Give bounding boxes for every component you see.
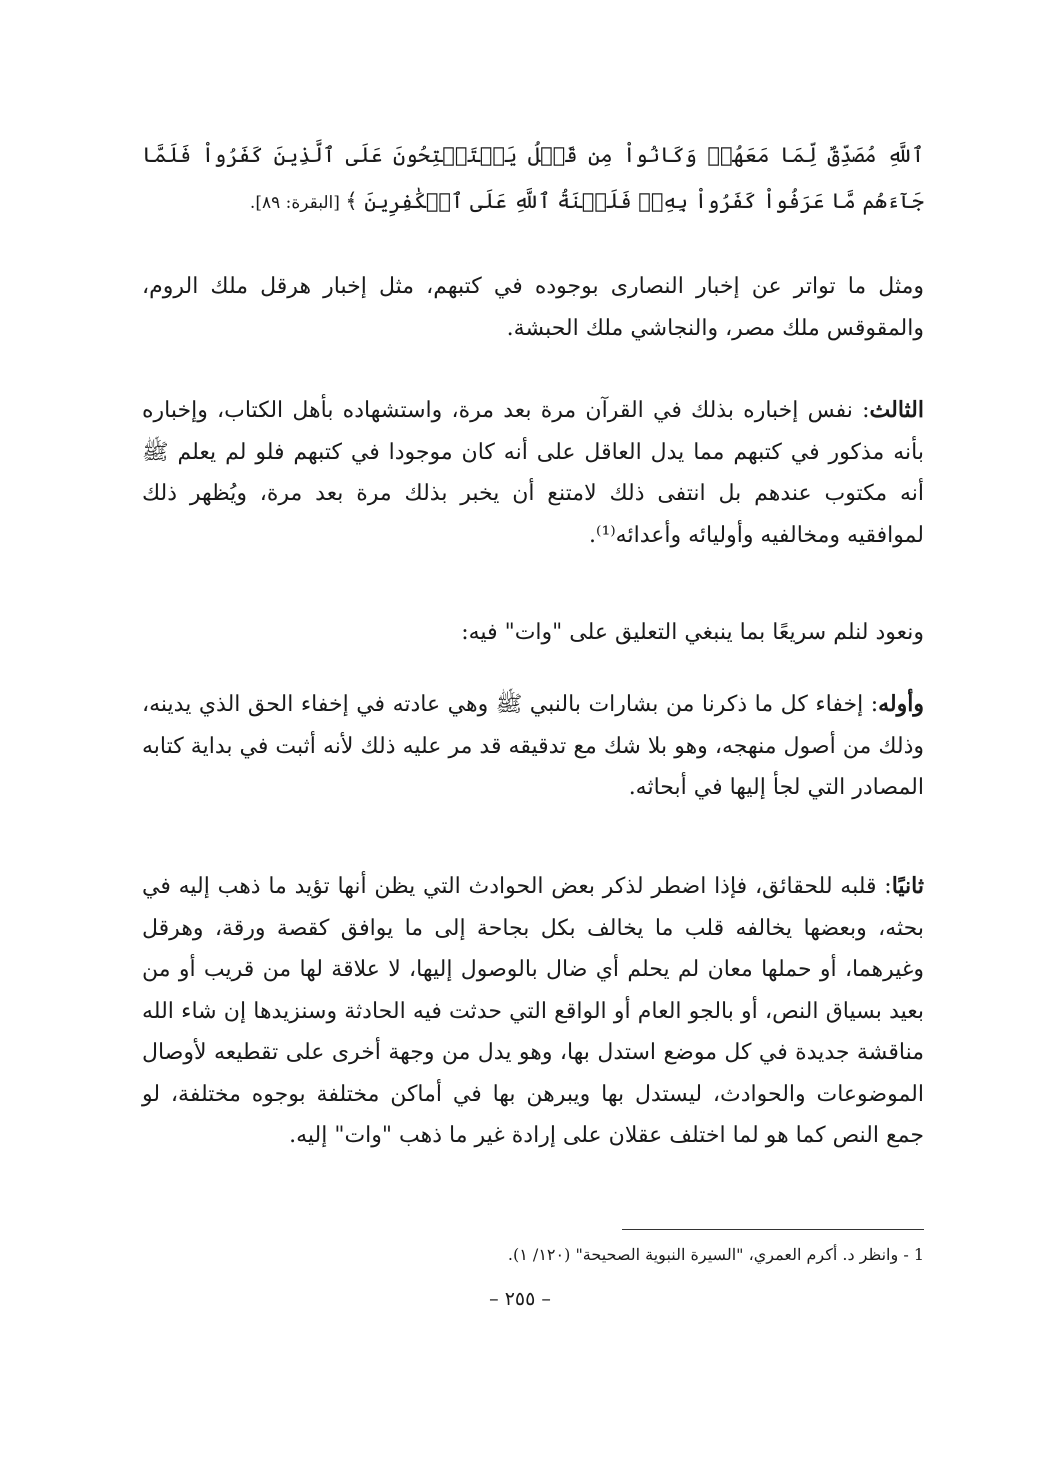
paragraph-2-text: : نفس إخباره بذلك في القرآن مرة بعد مرة، واستشهاده بأهل الكتاب، وإخباره بأنه مذكور في كتبهم مما يدل العاقل على أنه كان موجودا في كتبهم فلو لم يعلم ﷺ أنه مكتوب عندهم بل انتفى ذلك لامتنع أن يخبر بذلك مرة بعد مرة، ويُظهر ذلك لموافقيه ومخالفيه وأوليائه وأعدائه⁽¹⁾. xyxy=(142,398,924,548)
paragraph-4 xyxy=(142,684,924,809)
paragraph-2-lead: الثالث xyxy=(869,397,924,423)
paragraph-5-lead: ثانيًا xyxy=(891,873,924,899)
paragraph-5 xyxy=(142,866,924,1157)
paragraph-3-text: ونعود لنلم سريعًا بما ينبغي التعليق على "وات" فيه: xyxy=(461,620,924,645)
footnote: 1 - وانظر د. أكرم العمري، "السيرة النبوية الصحيحة" (١٢٠/ ١). xyxy=(507,1245,924,1264)
page-number: – ٢٥٥ – xyxy=(489,1288,551,1310)
paragraph-1 xyxy=(142,266,924,349)
paragraph-5-text: : قلبه للحقائق، فإذا اضطر لذكر بعض الحوادث التي يظن أنها تؤيد ما ذهب إليه في بحثه، وبعضها يخالفه قلب ما يخالف بكل بجاحة إلى ما يوافق كقصة ورقة، وهرقل وغيرهما، أو حملها معان لم يحلم أي ضال بالوصول إليها، لا علاقة لها من قريب أو من بعيد بسياق النص، أو بالجو العام أو الواقع التي حدثت فيه الحادثة وسنزيدها إن شاء الله مناقشة جديدة في كل موضع استدل بها، وهو يدل من وجهة أخرى على تقطيعه لأوصال الموضوعات والحوادث، ليستدل بها ويبرهن بها في أماكن مختلفة بوجوه مختلفة، لو جمع النص كما هو لما اختلف عقلان على إرادة غير ما ذهب "وات" إليه. xyxy=(142,874,924,1148)
paragraph-4-lead: وأوله xyxy=(878,691,924,717)
paragraph-3 xyxy=(142,612,924,654)
footnote-divider xyxy=(622,1229,924,1230)
quran-verse xyxy=(142,132,924,226)
paragraph-1-text: ومثل ما تواتر عن إخبار النصارى بوجوده في كتبهم، مثل إخبار هرقل ملك الروم، والمقوقس ملك مصر، والنجاشي ملك الحبشة. xyxy=(142,274,924,341)
paragraph-2 xyxy=(142,390,924,556)
paragraph-4-text: : إخفاء كل ما ذكرنا من بشارات بالنبي ﷺ وهي عادته في إخفاء الحق الذي يدينه، وذلك من أصول منهجه، وهو بلا شك مع تدقيقه قد مر عليه ذلك لأنه أثبت في بداية كتابه المصادر التي لجأ إليها في أبحاثه. xyxy=(142,692,924,800)
quran-reference: [البقرة: ٨٩]. xyxy=(249,193,346,213)
quran-verse-text: ٱللَّهِ مُصَدِّقٌ لِّمَا مَعَهُمۡ وَكَانُواْ مِن قَبۡلُ يَسۡتَفۡتِحُونَ عَلَى ٱلَّذِينَ كَفَرُواْ فَلَمَّا جَآءَهُم مَّا عَرَفُواْ كَفَرُواْ بِهِۦۚ فَلَعۡنَةُ ٱللَّهِ عَلَى ٱلۡكَٰفِرِينَ ﴾ xyxy=(142,143,924,213)
